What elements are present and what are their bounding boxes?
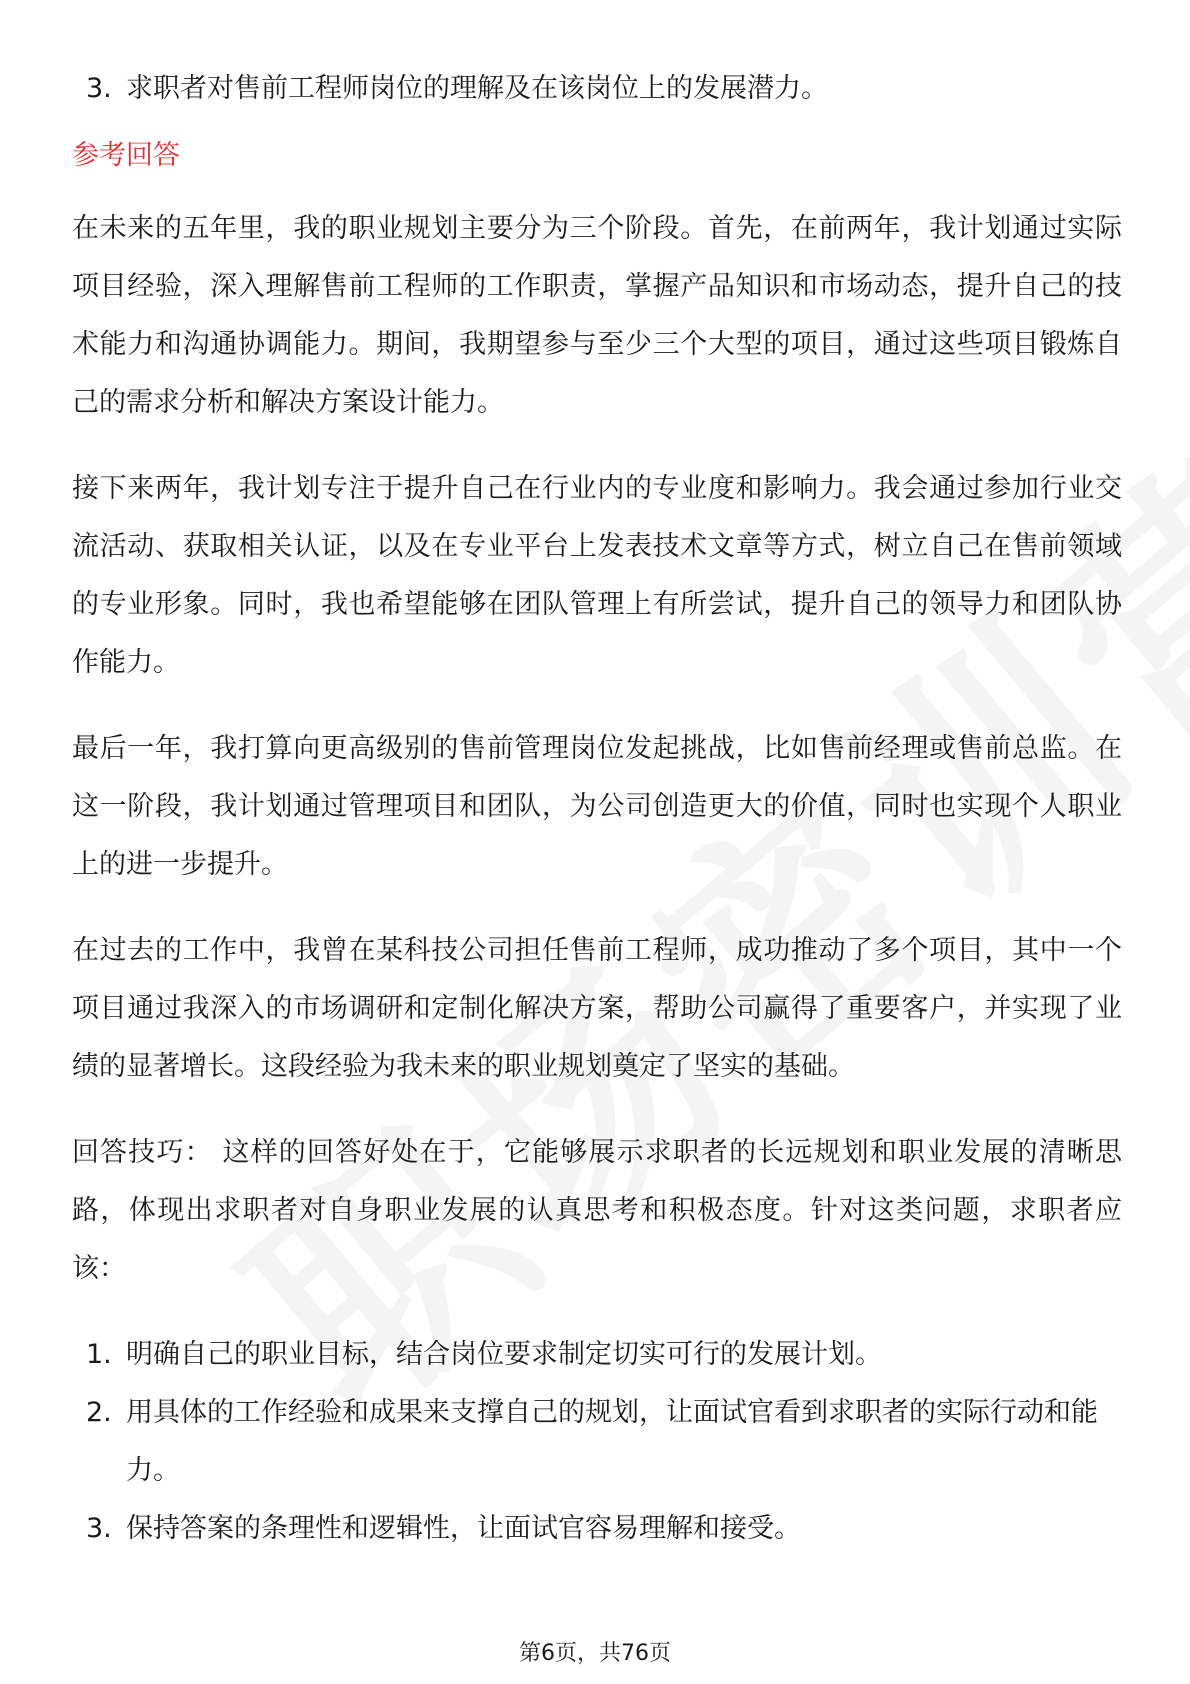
page-footer: 第6页，共76页 (519, 1641, 671, 1666)
list-item-text: 求职者对售前工程师岗位的理解及在该岗位上的发展潜力。 (126, 73, 828, 104)
list-item-number: 3. (86, 73, 112, 104)
paragraph-tips-intro: 回答技巧： 这样的回答好处在于，它能够展示求职者的长远规划和职业发展的清晰思路，体现出求职者对自身职业发展的认真思考和积极态度。针对这类问题，求职者应该： (72, 1137, 1122, 1284)
list-item (72, 1500, 1122, 1558)
tips-list (72, 1326, 1122, 1558)
paragraph-plan-phase-1: 在未来的五年里，我的职业规划主要分为三个阶段。首先，在前两年，我计划通过实际项目经验，深入理解售前工程师的工作职责，掌握产品知识和市场动态，提升自己的技术能力和沟通协调能力。期间，我期望参与至少三个大型的项目，通过这些项目锻炼自己的需求分析和解决方案设计能力。 (72, 213, 1122, 418)
list-item-number: 1. (86, 1339, 112, 1370)
list-item (72, 1326, 1122, 1384)
answer-heading: 参考回答 (72, 140, 180, 171)
list-item-number: 2. (86, 1397, 112, 1428)
paragraph-plan-phase-3: 最后一年，我打算向更高级别的售前管理岗位发起挑战，比如售前经理或售前总监。在这一阶段，我计划通过管理项目和团队，为公司创造更大的价值，同时也实现个人职业上的进一步提升。 (72, 733, 1122, 880)
paragraph-plan-phase-2: 接下来两年，我计划专注于提升自己在行业内的专业度和影响力。我会通过参加行业交流活动、获取相关认证，以及在专业平台上发表技术文章等方式，树立自己在售前领域的专业形象。同时，我也希望能够在团队管理上有所尝试，提升自己的领导力和团队协作能力。 (72, 473, 1122, 678)
list-item (72, 60, 1122, 118)
list-item (72, 1384, 1122, 1500)
page-content (72, 60, 1122, 1558)
list-item-text: 保持答案的条理性和逻辑性，让面试官容易理解和接受。 (126, 1513, 801, 1544)
paragraph-experience: 在过去的工作中，我曾在某科技公司担任售前工程师，成功推动了多个项目，其中一个项目通过我深入的市场调研和定制化解决方案，帮助公司赢得了重要客户，并实现了业绩的显著增长。这段经验为我未来的职业规划奠定了坚实的基础。 (72, 935, 1122, 1082)
list-item-number: 3. (86, 1513, 112, 1544)
list-item-text: 用具体的工作经验和成果来支撑自己的规划，让面试官看到求职者的实际行动和能力。 (126, 1397, 1098, 1486)
list-item-text: 明确自己的职业目标，结合岗位要求制定切实可行的发展计划。 (126, 1339, 882, 1370)
criteria-list (72, 60, 1122, 118)
